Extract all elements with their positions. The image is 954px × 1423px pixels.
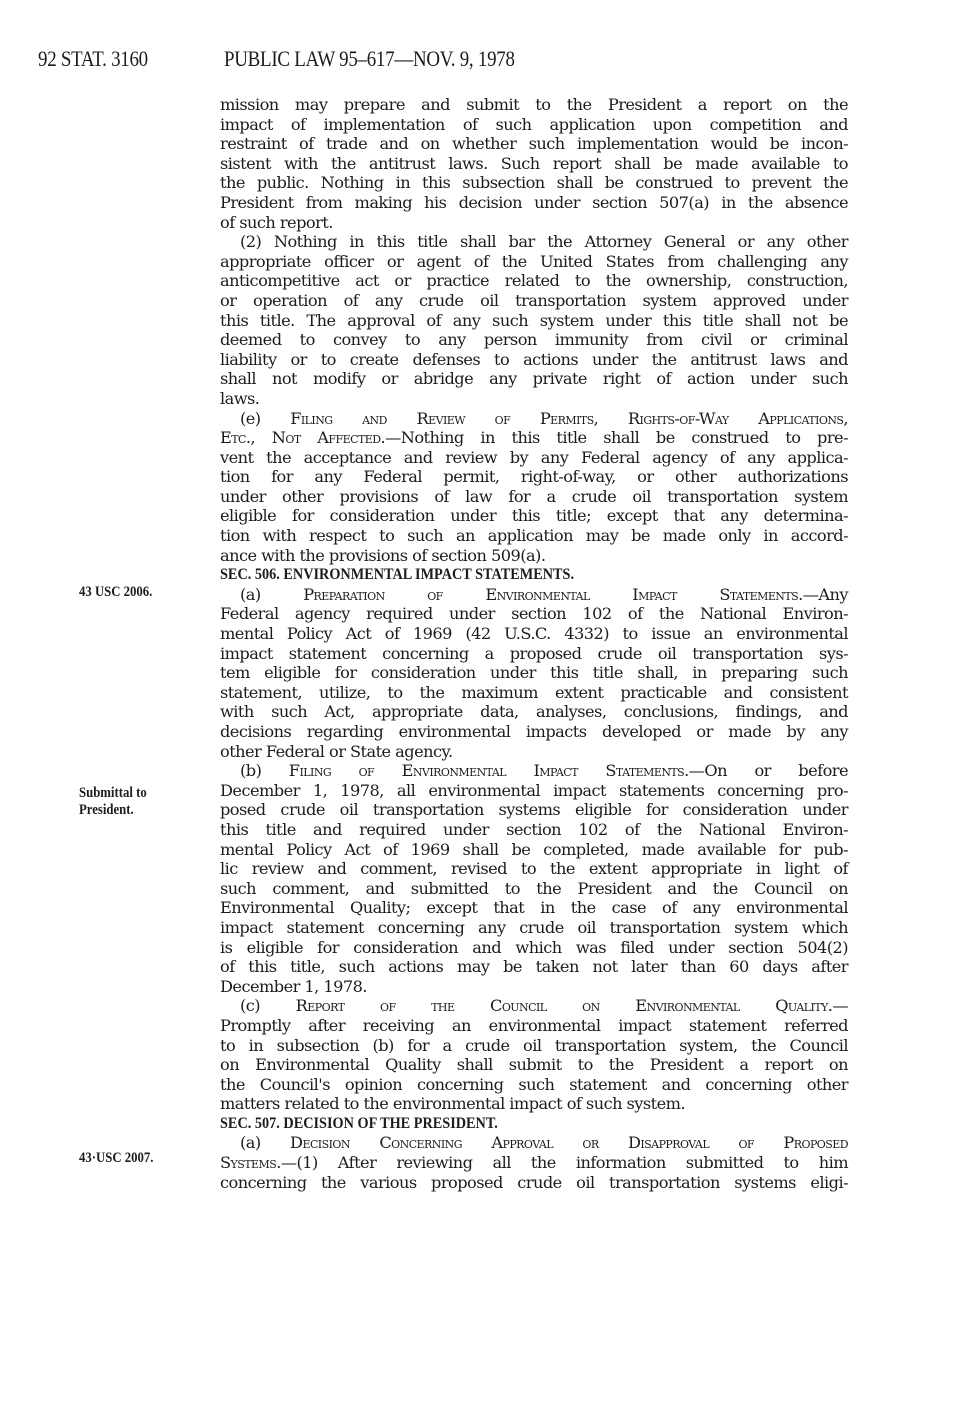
- subsection-label: (e): [240, 408, 291, 428]
- text-line: impact of implementation of such application upon competition and: [220, 114, 848, 134]
- public-law-date: PUBLIC LAW 95–617—NOV. 9, 1978: [224, 46, 515, 71]
- text-line: December 1, 1978.: [220, 976, 367, 996]
- subsection-heading: Etc., Not Affected.: [220, 428, 386, 448]
- text-line: mental Policy Act of 1969 shall be completed, made available for pub-: [220, 839, 848, 859]
- paragraph-continued: [220, 95, 848, 232]
- text-run: —Nothing in this title shall be construed to pre-: [385, 428, 848, 448]
- text-line: posed crude oil transportation systems eligible for consideration under: [220, 800, 848, 820]
- margin-note-text: President.: [79, 802, 134, 818]
- text-line: the Council's opinion concerning such statement and concerning other: [220, 1074, 848, 1094]
- text-line: [220, 585, 848, 605]
- text-run: —: [832, 996, 848, 1016]
- text-run: —(1) After reviewing all the information submitted to him: [280, 1153, 848, 1173]
- text-line: eligible for consideration under this title; except that any determina-: [220, 506, 848, 526]
- section-heading: [220, 565, 848, 585]
- text-line: Environmental Quality; except that in the case of any environmental: [220, 898, 848, 918]
- subsection-e: [220, 409, 848, 566]
- text-line: this title and required under section 102 of the National Environ-: [220, 819, 848, 839]
- text-line: other Federal or State agency.: [220, 741, 453, 761]
- subsection-label: (a): [240, 584, 304, 604]
- statute-page-number: 92 STAT. 3160: [38, 46, 148, 71]
- subsection-label: (a): [240, 1133, 291, 1153]
- text-line: statement, utilize, to the maximum extent practicable and consistent: [220, 682, 848, 702]
- text-line: lic review and comment, revised to the extent appropriate in light of: [220, 859, 848, 879]
- subsection-heading: Systems.: [220, 1153, 281, 1173]
- section-506: [220, 565, 848, 1114]
- text-line: restraint of trade and on whether such implementation would be incon-: [220, 134, 848, 154]
- text-line: [220, 1133, 848, 1153]
- text-line: deemed to convey to any person immunity from civil or criminal: [220, 330, 848, 350]
- text-line: mental Policy Act of 1969 (42 U.S.C. 4332) to issue an environmental: [220, 624, 848, 644]
- text-line: this title. The approval of any such system under this title shall not be: [220, 310, 848, 330]
- subsection-heading: Filing of Environmental Impact Statements.: [288, 761, 689, 781]
- text-line: [220, 428, 848, 448]
- text-line: President from making his decision under section 507(a) in the absence: [220, 192, 848, 212]
- text-line: [220, 409, 848, 429]
- text-line: laws.: [220, 388, 260, 408]
- text-line: such comment, and submitted to the President and the Council on: [220, 878, 848, 898]
- text-line: Federal agency required under section 102 of the National Environ-: [220, 604, 848, 624]
- subsection-heading: Report of the Council on Environmental Quality.: [295, 996, 833, 1016]
- text-line: anticompetitive act or practice related to the ownership, construction,: [220, 271, 848, 291]
- subsection-heading: Decision Concerning Approval or Disapproval of Proposed: [290, 1133, 848, 1153]
- text-run: —On or before: [688, 761, 848, 781]
- section-heading: [220, 1114, 848, 1134]
- text-line: vent the acceptance and review by any Federal agency of any applica-: [220, 447, 848, 467]
- text-line: the public. Nothing in this subsection shall be construed to prevent the: [220, 173, 848, 193]
- text-line: of such report.: [220, 212, 333, 232]
- text-line: to in subsection (b) for a crude oil transportation system, the Council: [220, 1035, 848, 1055]
- text-line: concerning the various proposed crude oil transportation systems eligi-: [220, 1172, 848, 1192]
- margin-note-text: 43 USC 2006.: [79, 584, 153, 600]
- margin-note-text: 43·USC 2007.: [79, 1150, 154, 1166]
- text-line: with such Act, appropriate data, analyses, conclusions, findings, and: [220, 702, 848, 722]
- margin-note-submittal: [79, 785, 209, 819]
- text-line: under other provisions of law for a crude oil transportation system: [220, 486, 848, 506]
- text-line: [220, 1153, 848, 1173]
- text-line: ance with the provisions of section 509(a).: [220, 545, 546, 565]
- text-line: decisions regarding environmental impacts developed or made by any: [220, 722, 848, 741]
- text-line: on Environmental Quality shall submit to the President a report on: [220, 1055, 848, 1075]
- text-line: (2) Nothing in this title shall bar the Attorney General or any other: [240, 232, 848, 252]
- text-line: impact statement concerning a proposed crude oil transportation sys-: [220, 643, 848, 663]
- text-line: sistent with the antitrust laws. Such report shall be made available to: [220, 153, 848, 173]
- subsection-label: (c): [240, 996, 296, 1016]
- text-line: impact statement concerning any crude oil transportation system which: [220, 917, 848, 937]
- subsection-heading: Preparation of Environmental Impact Statements.: [303, 584, 803, 604]
- text-line: tion for any Federal permit, right-of-way, or other authorizations: [220, 467, 848, 487]
- text-line: shall not modify or abridge any private right of action under such: [220, 369, 848, 389]
- body-text: [220, 95, 848, 1192]
- text-line: tion with respect to such an application may be made only in accord-: [220, 526, 848, 546]
- text-line: or operation of any crude oil transportation system approved under: [220, 290, 848, 310]
- text-line: tem eligible for consideration under this title shall, in preparing such: [220, 663, 848, 683]
- text-line: [220, 761, 848, 781]
- text-line: is eligible for consideration and which was filed under section 504(2): [220, 937, 848, 957]
- subsection-heading: Filing and Review of Permits, Rights-of-Way Applications,: [290, 408, 849, 428]
- margin-note-43-usc-2006: [79, 584, 209, 601]
- text-line: December 1, 1978, all environmental impact statements concerning pro-: [220, 780, 848, 800]
- subsection-label: (b): [240, 761, 289, 781]
- running-head: [38, 46, 898, 76]
- text-line: matters related to the environmental impact of such system.: [220, 1094, 686, 1114]
- text-line: liability or to create defenses to actions under the antitrust laws and: [220, 349, 848, 369]
- margin-note-text: Submittal to: [79, 785, 147, 801]
- text-line: Promptly after receiving an environmental impact statement referred: [220, 1015, 848, 1035]
- margin-note-43-usc-2007: [79, 1150, 209, 1167]
- section-heading-text: SEC. 506. ENVIRONMENTAL IMPACT STATEMENTS.: [220, 566, 575, 584]
- text-line: mission may prepare and submit to the President a report on the: [220, 95, 848, 114]
- text-run: —Any: [802, 584, 848, 604]
- section-heading-text: SEC. 507. DECISION OF THE PRESIDENT.: [220, 1114, 498, 1132]
- section-507: [220, 1114, 848, 1192]
- text-line: of this title, such actions may be taken not later than 60 days after: [220, 957, 848, 977]
- text-line: [220, 996, 848, 1016]
- text-line: appropriate officer or agent of the United States from challenging any: [220, 251, 848, 271]
- paragraph-2: [220, 232, 848, 408]
